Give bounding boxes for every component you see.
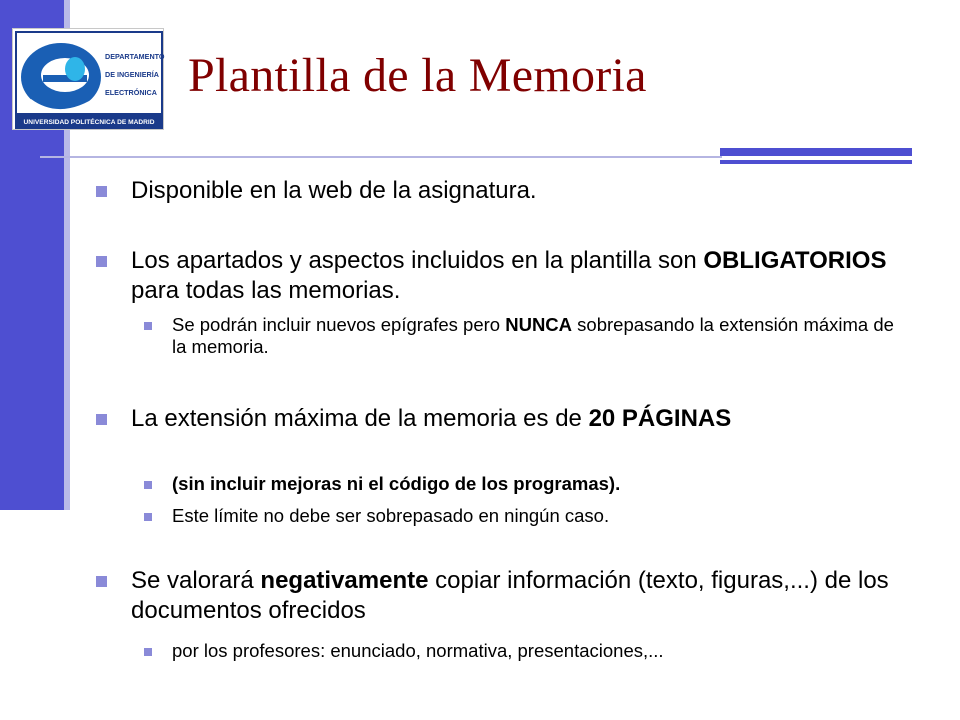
bullet-text: Los apartados y aspectos incluidos en la plantilla son OBLIGATORIOS para todas las memorias. — [131, 247, 887, 304]
bullet-text: Disponible en la web de la asignatura. — [131, 177, 537, 204]
logo-text-line1: DEPARTAMENTO — [105, 52, 165, 61]
bullet-text: La extensión máxima de la memoria es de 20 PÁGINAS — [131, 405, 732, 432]
subbullet-text: (sin incluir mejoras ni el código de los programas). — [172, 473, 621, 494]
square-bullet-icon — [144, 513, 152, 521]
logo-text-line3: ELECTRÓNICA — [105, 88, 157, 97]
square-bullet-icon — [144, 322, 152, 330]
square-bullet-icon — [144, 648, 152, 656]
department-logo — [12, 28, 164, 130]
logo-text-line2: DE INGENIERÍA — [105, 70, 159, 79]
subbullet-text: Este límite no debe ser sobrepasado en ningún caso. — [172, 505, 610, 526]
title-divider — [40, 156, 722, 158]
slide-title: Plantilla de la Memoria — [188, 49, 647, 102]
emphasis-mandatory: OBLIGATORIOS — [703, 247, 887, 274]
emphasis-pages: 20 PÁGINAS — [588, 405, 732, 432]
accent-bar-top — [720, 148, 912, 156]
square-bullet-icon — [96, 576, 107, 587]
bullet-text: Se valorará negativamente copiar información (texto, figuras,...) de los documentos ofrecidos — [131, 567, 889, 624]
logo-accent-shape — [65, 57, 85, 81]
logo-text-university: UNIVERSIDAD POLITÉCNICA DE MADRID — [23, 119, 155, 126]
subbullet-text: Se podrán incluir nuevos epígrafes pero NUNCA sobrepasando la extensión máxima de la memoria. — [172, 314, 894, 357]
square-bullet-icon — [96, 256, 107, 267]
square-bullet-icon — [96, 414, 107, 425]
accent-bar-bottom — [720, 160, 912, 164]
logo-graphic-icon — [13, 29, 165, 131]
emphasis-negatively: negativamente — [260, 567, 429, 594]
square-bullet-icon — [96, 186, 107, 197]
emphasis-never: NUNCA — [505, 314, 573, 335]
subbullet-text: por los profesores: enunciado, normativa, presentaciones,... — [172, 640, 664, 661]
square-bullet-icon — [144, 481, 152, 489]
